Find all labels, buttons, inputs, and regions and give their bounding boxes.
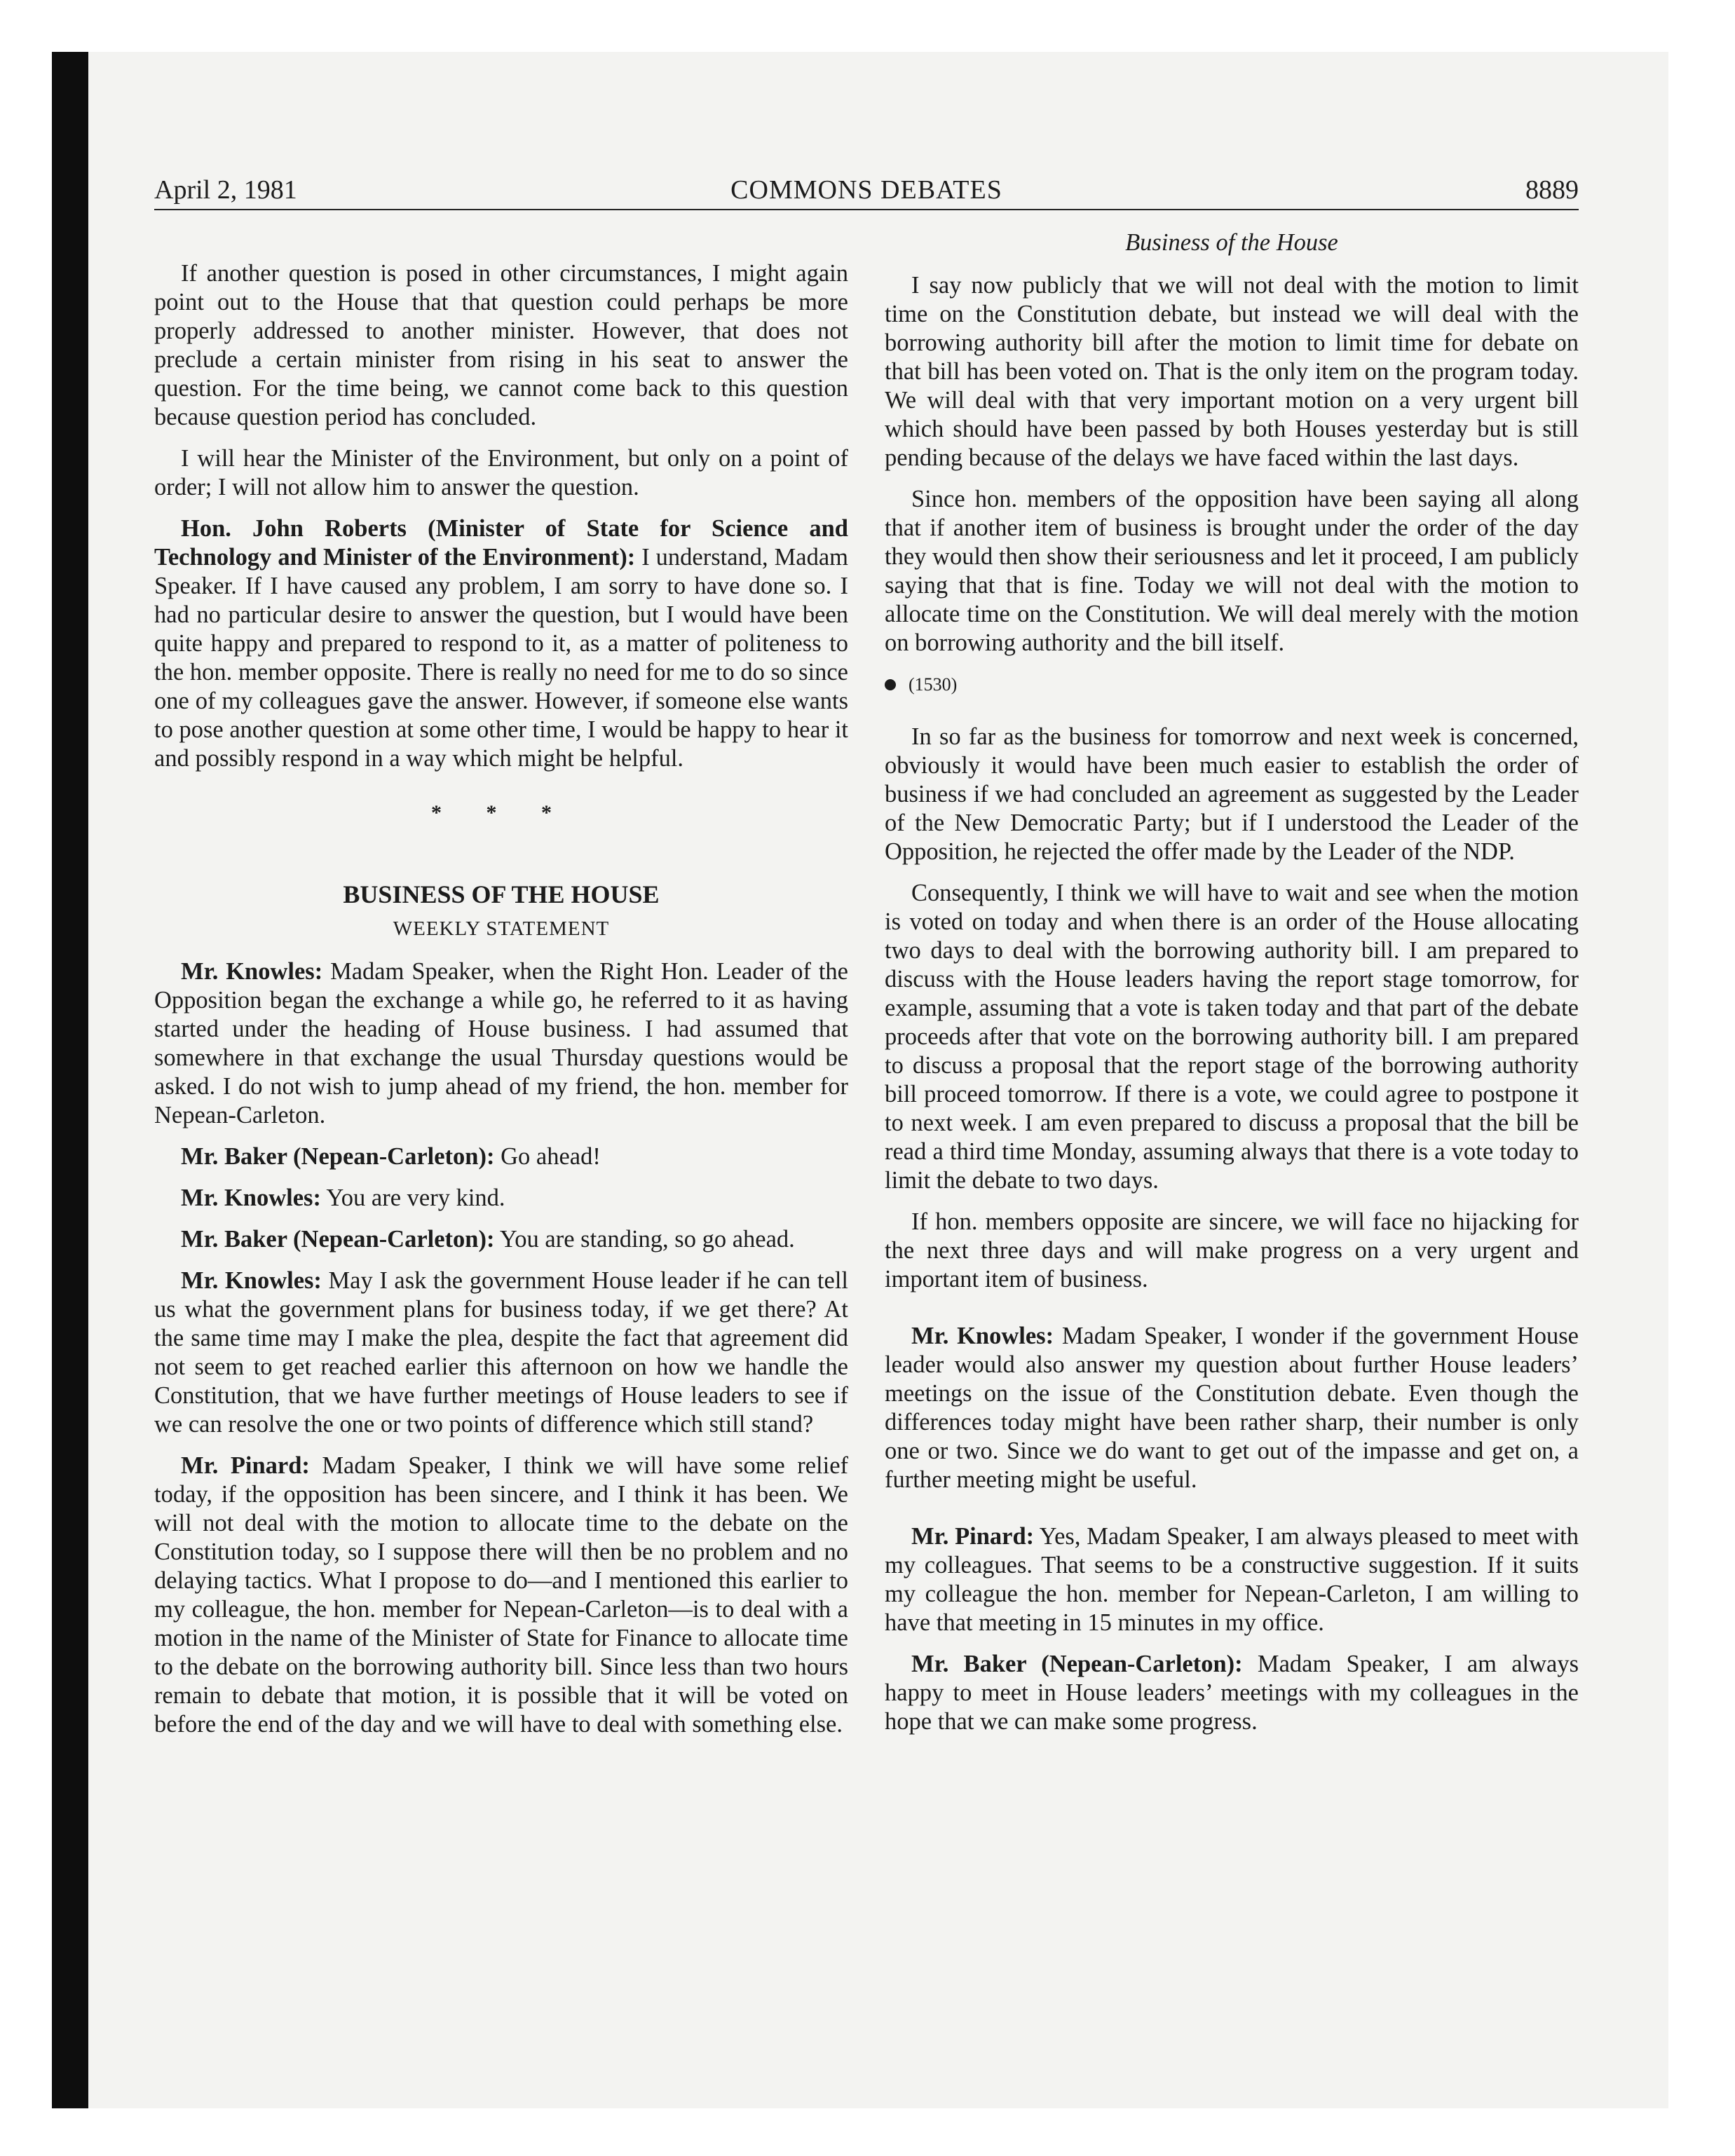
speaker-name: Hon. John Roberts (Minister of State for Science and Technology and Minister of the Environment): — [154, 515, 848, 571]
page-header — [154, 172, 1579, 207]
paragraph: In so far as the business for tomorrow and next week is concerned, obviously it would have been much easier to establish the order of business if we had concluded an agreement as suggested by the Leader of the New Democratic Party; but if I understood the Leader of the Opposition, he rejected the offer made by the Leader of the NDP. — [885, 723, 1579, 865]
time-stamp — [885, 670, 1579, 699]
header-publication-title: COMMONS DEBATES — [730, 175, 1002, 205]
time-stamp-text: (1530) — [909, 674, 958, 695]
paragraph: Consequently, I think we will have to wait and see when the motion is voted on today and when there is an order of the House allocating two days to deal with the borrowing authority bill. I am prepared to discuss with the House leaders having the report stage tomorrow, for example, assuming that a vote is taken today and that part of the debate proceeds after that vote on the borrowing authority bill. I am prepared to discuss a proposal that the report stage of the borrowing authority bill proceed tomorrow. If there is a vote, we could agree to postpone it to next week. I am even prepared to discuss a proposal that the bill be read a third time Monday, assuming always that there is a vote today to limit the debate to two days. — [885, 880, 1579, 1194]
speaker-name: Mr. Pinard: — [911, 1523, 1035, 1550]
paragraph: If hon. members opposite are sincere, we will face no hijacking for the next three days and will make progress on a very urgent and important item of business. — [885, 1208, 1579, 1292]
section-title: BUSINESS OF THE HOUSE — [343, 880, 660, 908]
speech-pinard — [885, 1522, 1579, 1637]
header-page-number: 8889 — [1525, 175, 1579, 205]
left-column — [154, 259, 848, 1752]
bullet-icon — [885, 679, 896, 690]
speech-text: Madam Speaker, when the Right Hon. Leader of the Opposition began the exchange a while go, he referred to it as having started under the heading of House business. I had assumed that somewhere in that exchange the usual Thursday questions would be asked. I do not wish to jump ahead of my friend, the hon. member for Nepean-Carleton. — [154, 958, 848, 1128]
speech-baker — [885, 1650, 1579, 1736]
speech-text: You are very kind. — [320, 1185, 505, 1211]
speech-knowles — [154, 957, 848, 1130]
speech-text: May I ask the government House leader if he can tell us what the government plans for business today, if we get there? At the same time may I make the plea, despite the fact that agreement did not seem to get reached earlier this afternoon on how we handle the Constitution, that we have further meetings of House leaders to see if we can resolve the one or two points of difference which still stand? — [154, 1267, 848, 1438]
speech-knowles — [154, 1184, 848, 1213]
speaker-name: Mr. Knowles: — [181, 1185, 321, 1211]
speech-text: Madam Speaker, I wonder if the government House leader would also answer my question about further House leaders’ meetings on the issue of the Constitution debate. Even though the differences today might have been rather sharp, their number is only one or two. Since we do want to get out of the impasse and get on, a further meeting might be useful. — [885, 1323, 1579, 1493]
speaker-name: Mr. Knowles: — [181, 1267, 322, 1294]
speaker-name: Mr. Knowles: — [911, 1323, 1054, 1349]
section-break-asterisms: * * * — [431, 801, 571, 824]
spacer — [885, 1507, 1579, 1522]
speech-text: You are standing, so go ahead. — [494, 1226, 795, 1253]
speech-pinard — [154, 1452, 848, 1739]
speech-text: I understand, Madam Speaker. If I have caused any problem, I am sorry to have done so. I had no particular desire to answer the question, but I would have been quite happy and prepared to respond to it, as a matter of politeness to the hon. member opposite. There is really no need for me to do so since one of my colleagues gave the answer. However, if someone else wants to pose another question at some other time, I would be happy to hear it and possibly respond in a way which might be helpful. — [154, 544, 848, 772]
speech-roberts — [154, 514, 848, 773]
binding-edge — [52, 52, 88, 2108]
speaker-name: Mr. Baker (Nepean-Carleton): — [181, 1226, 495, 1253]
speech-text: Yes, Madam Speaker, I am always pleased to meet with my colleagues. That seems to be a constructive suggestion. If it suits my colleague the hon. member for Nepean-Carleton, I am willing to have that meeting in 15 minutes in my office. — [885, 1523, 1579, 1636]
speaker-name: Mr. Knowles: — [181, 958, 323, 985]
speech-text: Madam Speaker, I think we will have some relief today, if the opposition has been sincere, and I think it has been. We will not deal with the motion to allocate time to the debate on the Constitution today, so I suppose there will then be no problem and no delaying tactics. What I propose to do—and I mentioned this earlier to my colleague, the hon. member for Nepean-Carleton—is to deal with a motion in the name of the Minister of State for Finance to allocate time to the debate on the borrowing authority bill. Since less than two hours remain to debate that motion, it is possible that it will be voted on before the end of the day and we will have to deal with something else. — [154, 1452, 848, 1738]
right-column — [885, 228, 1579, 1749]
section-subtitle: WEEKLY STATEMENT — [393, 917, 610, 940]
paragraph: I will hear the Minister of the Environment, but only on a point of order; I will not allow him to answer the question. — [154, 445, 848, 500]
speech-baker — [154, 1225, 848, 1254]
header-date: April 2, 1981 — [154, 175, 297, 205]
paragraph: If another question is posed in other circumstances, I might again point out to the House that that question could perhaps be more properly addressed to another minister. However, that does not preclude a certain minister from rising in his seat to answer the question. For the time being, we cannot come back to this question because question period has concluded. — [154, 260, 848, 430]
running-head: Business of the House — [1125, 229, 1338, 256]
paragraph: I say now publicly that we will not deal with the motion to limit time on the Constitution debate, but instead we will deal with the borrowing authority bill after the motion to limit time for debate on that bill has been voted on. That is the only item on the program today. We will deal with that very important motion on a very urgent bill which should have been passed by both Houses yesterday but is still pending because of the delays we have faced within the last days. — [885, 272, 1579, 471]
spacer — [885, 1306, 1579, 1322]
speech-text: Go ahead! — [494, 1143, 601, 1170]
speech-baker — [154, 1142, 848, 1171]
speech-knowles — [885, 1322, 1579, 1494]
paragraph: Since hon. members of the opposition have been saying all along that if another item of business is brought under the order of the day they would then show their seriousness and let it proceed, I am publicly saying that that is fine. Today we will not deal with the motion to allocate time on the Constitution. We will deal merely with the motion on borrowing authority and the bill itself. — [885, 486, 1579, 656]
speaker-name: Mr. Baker (Nepean-Carleton): — [181, 1143, 495, 1170]
speech-text: Madam Speaker, I am always happy to meet in House leaders’ meetings with my colleagues in the hope that we can make some progress. — [885, 1651, 1579, 1735]
speech-knowles — [154, 1267, 848, 1439]
speaker-name: Mr. Baker (Nepean-Carleton): — [911, 1651, 1243, 1677]
header-rule — [154, 209, 1579, 210]
speaker-name: Mr. Pinard: — [181, 1452, 310, 1479]
